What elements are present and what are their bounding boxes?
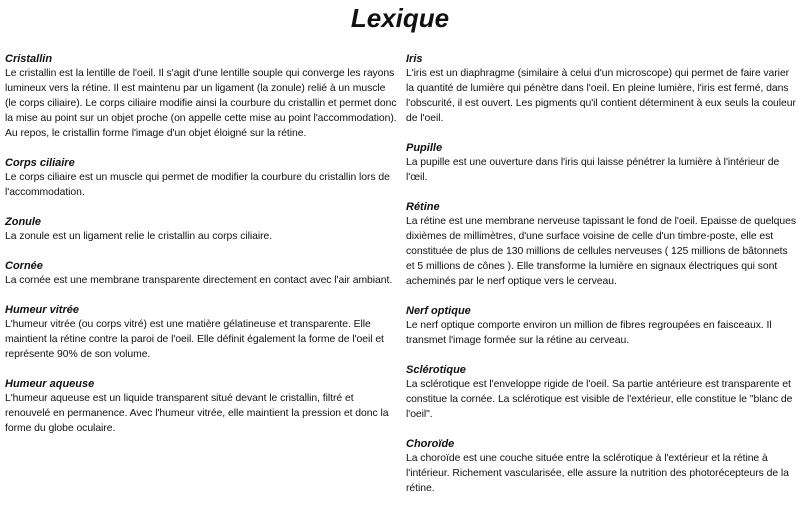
glossary-entry-cornee: [5, 260, 397, 288]
glossary-entry-humeur-vitree: [5, 304, 397, 362]
term-heading: Choroïde: [406, 438, 455, 450]
glossary-entry-pupille: [406, 142, 796, 185]
glossary-entry-humeur-aqueuse: [5, 378, 397, 436]
glossary-entry-zonule: [5, 216, 397, 244]
term-definition: La zonule est un ligament relie le cristallin au corps ciliaire.: [5, 231, 273, 242]
term-heading: Cornée: [5, 260, 43, 272]
right-column: [406, 53, 796, 512]
glossary-entry-nerf-optique: [406, 305, 796, 348]
term-definition: L'iris est un diaphragme (similaire à celui d'un microscope) qui permet de faire varier la quantité de lumière qui pénètre dans l'oeil. En pleine lumière, l'iris est fermé, dans l'obscurité, il est ouvert. Les pigments qu'il contient déterminent à eux seuls la couleur de l'oeil.: [406, 68, 796, 124]
term-definition: L'humeur vitrée (ou corps vitré) est une matière gélatineuse et transparente. Elle maintient la rétine contre la paroi de l'oeil. Elle définit également la forme de l'oeil et représente 90% de son volume.: [5, 319, 384, 360]
glossary-entry-iris: [406, 53, 796, 126]
term-heading: Humeur aqueuse: [5, 378, 95, 390]
term-heading: Pupille: [406, 142, 443, 154]
term-definition: La rétine est une membrane nerveuse tapissant le fond de l'oeil. Epaisse de quelques dixièmes de millimètres, d'une surface voisine de celle d'un timbre-poste, elle est constituée de plus de 130 millions de cellules nerveuses ( 125 millions de bâtonnets et 5 millions de cônes ). Elle transforme la lumière en signaux électriques qui sont acheminés par le nerf optique vers le cerveau.: [406, 216, 796, 287]
term-heading: Humeur vitrée: [5, 304, 79, 316]
glossary-entry-retine: [406, 201, 796, 289]
term-heading: Corps ciliaire: [5, 157, 75, 169]
glossary-entry-cristallin: [5, 53, 397, 141]
term-heading: Rétine: [406, 201, 440, 213]
term-definition: La sclérotique est l'enveloppe rigide de l'oeil. Sa partie antérieure est transparente et constitue la cornée. La sclérotique est visible de l'extérieur, elle constitue le "blanc de l'oeil".: [406, 379, 793, 420]
term-definition: La pupille est une ouverture dans l'iris qui laisse pénétrer la lumière à l'intérieur de l'œil.: [406, 157, 780, 183]
term-heading: Nerf optique: [406, 305, 471, 317]
term-heading: Zonule: [5, 216, 42, 228]
term-definition: Le cristallin est la lentille de l'oeil. Il s'agit d'une lentille souple qui converge les rayons lumineux vers la rétine. Il est maintenu par un ligament (la zonule) relié à un muscle (le corps ciliaire). Le corps ciliaire modifie ainsi la courbure du cristallin et permet donc la mise au point sur un objet proche (on appelle cette mise au point l'accommodation). Au repos, le cristallin forme l'image d'un objet éloigné sur la rétine.: [5, 68, 397, 139]
glossary-entry-corps-ciliaire: [5, 157, 397, 200]
left-column: [5, 53, 397, 452]
term-definition: Le corps ciliaire est un muscle qui permet de modifier la courbure du cristallin lors de l'accommodation.: [5, 172, 390, 198]
term-heading: Cristallin: [5, 53, 53, 65]
term-heading: Iris: [406, 53, 423, 65]
glossary-entry-choroide: [406, 438, 796, 496]
term-definition: Le nerf optique comporte environ un million de fibres regroupées en faisceaux. Il transmet l'image formée sur la rétine au cerveau.: [406, 320, 772, 346]
term-definition: La choroïde est une couche située entre la sclérotique à l'extérieur et la rétine à l'intérieur. Richement vascularisée, elle assure la nutrition des photorécepteurs de la rétine.: [406, 453, 789, 494]
term-definition: La cornée est une membrane transparente directement en contact avec l'air ambiant.: [5, 275, 393, 286]
term-definition: L'humeur aqueuse est un liquide transparent situé devant le cristallin, filtré et renouvelé en permanence. Avec l'humeur vitrée, elle maintient la pression et donc la forme du globe oculaire.: [5, 393, 389, 434]
term-heading: Sclérotique: [406, 364, 466, 376]
glossary-entry-sclerotique: [406, 364, 796, 422]
page-title: Lexique: [350, 3, 450, 33]
